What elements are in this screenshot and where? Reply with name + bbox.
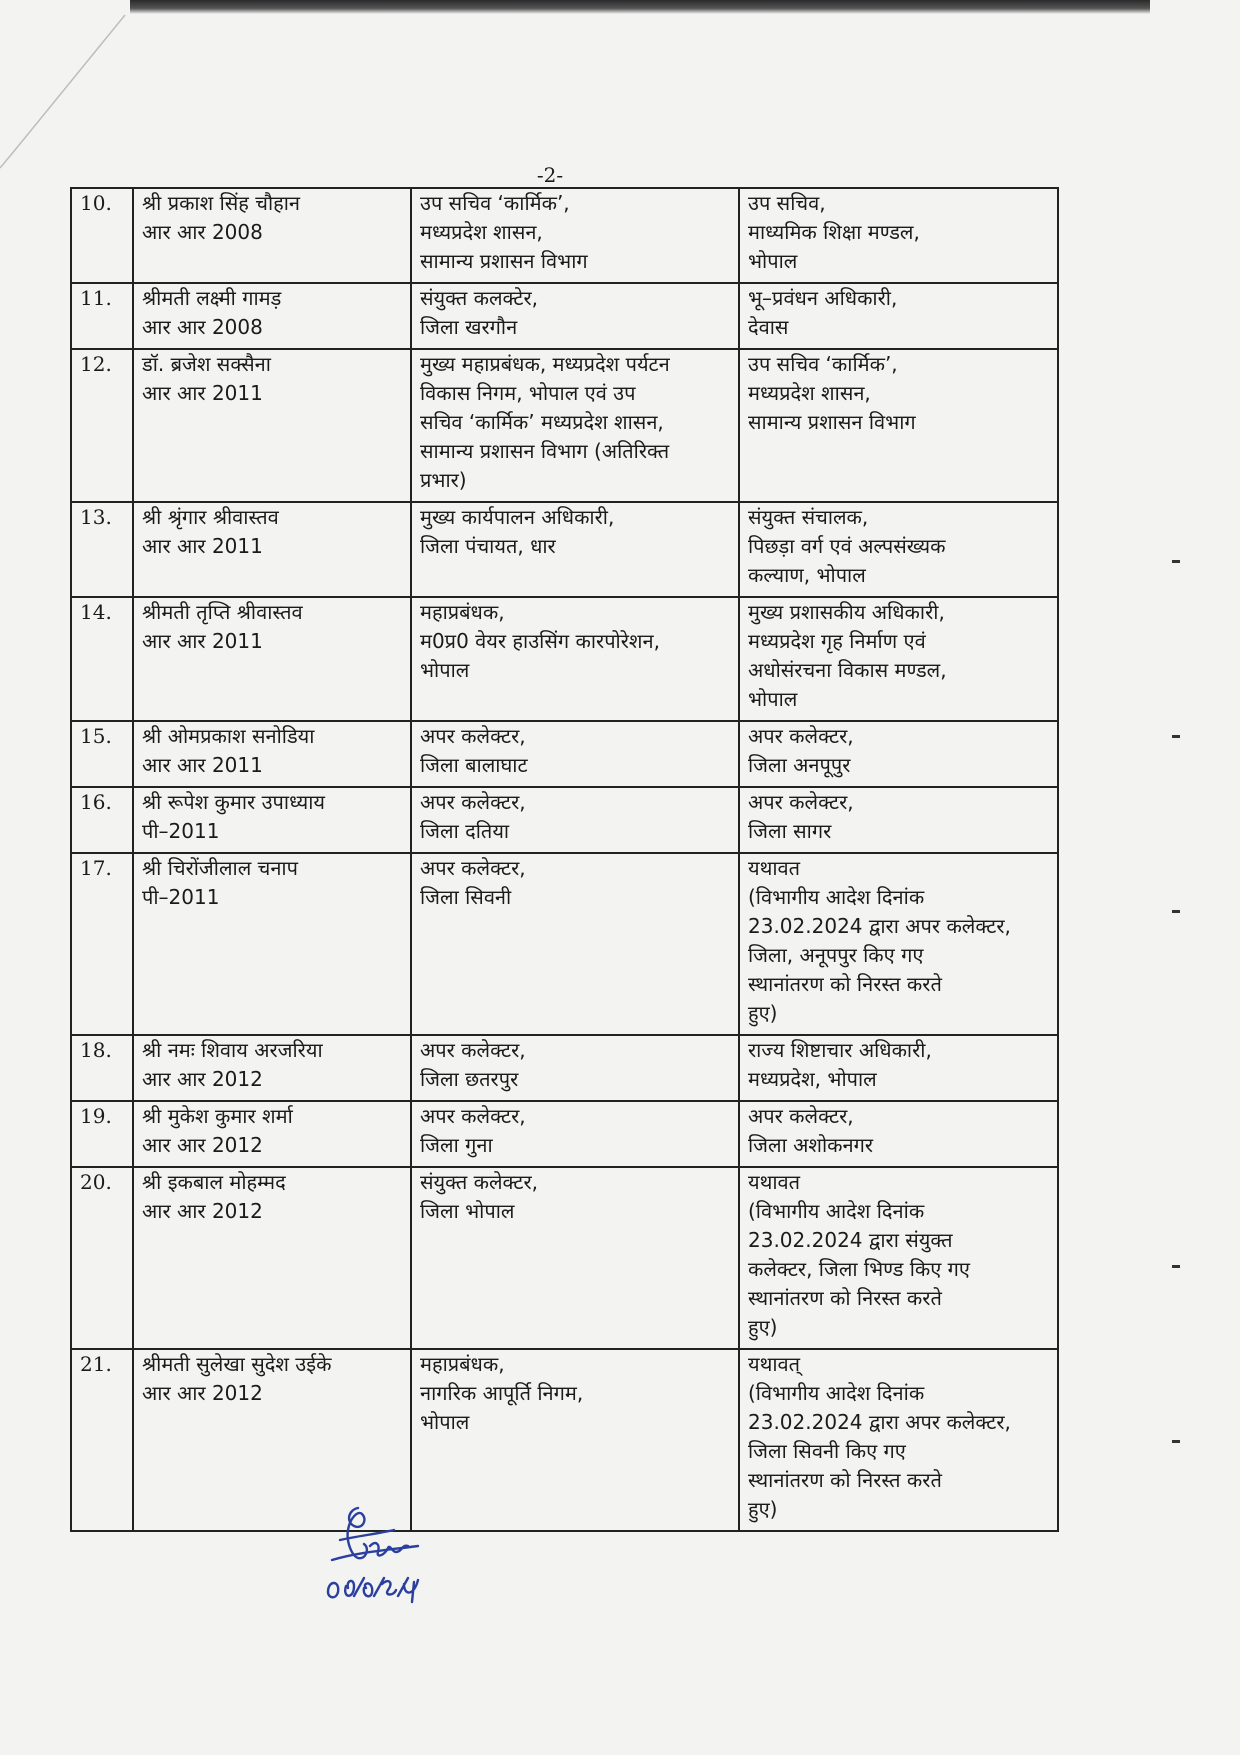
new-posting-line: (विभागीय आदेश दिनांक [748,1199,925,1223]
table-row [71,597,1058,721]
table-row [71,188,1058,283]
current-posting-line: अपर कलेक्टर, [420,1104,526,1128]
new-posting-line: 23.02.2024 द्वारा अपर कलेक्टर, [748,914,1011,938]
officer-batch: आर आर 2012 [142,1199,263,1223]
officer-batch: आर आर 2011 [142,534,263,558]
current-posting-cell [411,502,739,597]
table-row [71,787,1058,853]
current-posting-line: सामान्य प्रशासन विभाग (अतिरिक्त [420,439,670,463]
transfer-table [70,187,1059,1532]
current-posting-line: अपर कलेक्टर, [420,790,526,814]
new-posting-cell [739,1035,1058,1101]
new-posting-line: 23.02.2024 द्वारा अपर कलेक्टर, [748,1410,1011,1434]
serial-number: 15. [71,721,133,787]
officer-batch: आर आर 2011 [142,629,263,653]
officer-cell [133,502,411,597]
new-posting-line: स्थानांतरण को निरस्त करते [748,972,942,996]
officer-name: श्रीमती तृप्ति श्रीवास्तव [142,600,303,624]
officer-batch: आर आर 2012 [142,1067,263,1091]
new-posting-cell [739,597,1058,721]
current-posting-line: भोपाल [420,658,470,682]
new-posting-line: (विभागीय आदेश दिनांक [748,885,925,909]
table-row [71,349,1058,502]
new-posting-line: मध्यप्रदेश गृह निर्माण एवं [748,629,926,653]
serial-number: 13. [71,502,133,597]
new-posting-line: अपर कलेक्टर, [748,724,854,748]
current-posting-cell [411,1349,739,1531]
serial-number: 18. [71,1035,133,1101]
new-posting-line: भोपाल [748,687,798,711]
new-posting-cell [739,502,1058,597]
table-row [71,721,1058,787]
current-posting-line: अपर कलेक्टर, [420,1038,526,1062]
serial-number: 19. [71,1101,133,1167]
current-posting-line: जिला खरगौन [420,315,518,339]
scan-margin-mark [1172,560,1180,563]
new-posting-line: माध्यमिक शिक्षा मण्डल, [748,220,920,244]
current-posting-line: मुख्य महाप्रबंधक, मध्यप्रदेश पर्यटन [420,352,670,376]
current-posting-cell [411,787,739,853]
current-posting-cell [411,853,739,1035]
serial-number: 14. [71,597,133,721]
officer-cell [133,1167,411,1349]
officer-name: श्रीमती सुलेखा सुदेश उईके [142,1352,332,1376]
current-posting-line: म0प्र0 वेयर हाउसिंग कारपोरेशन, [420,629,660,653]
current-posting-line: जिला छतरपुर [420,1067,519,1091]
officer-batch: आर आर 2012 [142,1133,263,1157]
new-posting-line: यथावत [748,856,801,880]
serial-number: 21. [71,1349,133,1531]
serial-number: 10. [71,188,133,283]
new-posting-line: उप सचिव, [748,191,826,215]
new-posting-line: हुए) [748,1315,778,1339]
officer-batch: आर आर 2011 [142,381,263,405]
new-posting-line: यथावत [748,1170,801,1194]
officer-batch: आर आर 2008 [142,220,263,244]
officer-cell [133,721,411,787]
current-posting-line: मुख्य कार्यपालन अधिकारी, [420,505,615,529]
current-posting-line: सचिव ‘कार्मिक’ मध्यप्रदेश शासन, [420,410,664,434]
new-posting-line: जिला अशोकनगर [748,1133,874,1157]
new-posting-line: संयुक्त संचालक, [748,505,869,529]
current-posting-cell [411,1101,739,1167]
new-posting-cell [739,1349,1058,1531]
current-posting-line: सामान्य प्रशासन विभाग [420,249,588,273]
officer-cell [133,597,411,721]
table-row [71,853,1058,1035]
new-posting-line: भू–प्रवंधन अधिकारी, [748,286,898,310]
new-posting-line: जिला सिवनी किए गए [748,1439,906,1463]
new-posting-cell [739,787,1058,853]
officer-name: श्री नमः शिवाय अरजरिया [142,1038,323,1062]
current-posting-line: मध्यप्रदेश शासन, [420,220,543,244]
officer-cell [133,853,411,1035]
current-posting-line: जिला भोपाल [420,1199,515,1223]
handwritten-signature [318,1500,448,1610]
current-posting-line: अपर कलेक्टर, [420,724,526,748]
officer-batch: आर आर 2012 [142,1381,263,1405]
table-row [71,1349,1058,1531]
current-posting-line: जिला बालाघाट [420,753,528,777]
current-posting-line: महाप्रबंधक, [420,600,505,624]
officer-cell [133,787,411,853]
officer-batch: पी–2011 [142,885,220,909]
scan-margin-mark [1172,1265,1180,1268]
officer-name: डॉ. ब्रजेश सक्सैना [142,352,271,376]
new-posting-line: स्थानांतरण को निरस्त करते [748,1286,942,1310]
scan-margin-mark [1172,910,1180,913]
officer-cell [133,1101,411,1167]
serial-number: 17. [71,853,133,1035]
scan-margin-mark [1172,1440,1180,1443]
officer-name: श्री मुकेश कुमार शर्मा [142,1104,293,1128]
officer-batch: आर आर 2008 [142,315,263,339]
current-posting-line: विकास निगम, भोपाल एवं उप [420,381,636,405]
table-row [71,502,1058,597]
new-posting-line: जिला अनपूपुर [748,753,851,777]
new-posting-line: हुए) [748,1001,778,1025]
current-posting-line: अपर कलेक्टर, [420,856,526,880]
officer-cell [133,283,411,349]
page-number: -2- [536,163,564,187]
current-posting-line: जिला गुना [420,1133,493,1157]
new-posting-cell [739,1101,1058,1167]
current-posting-cell [411,188,739,283]
new-posting-line: पिछड़ा वर्ग एवं अल्पसंख्यक [748,534,946,558]
officer-batch: आर आर 2011 [142,753,263,777]
new-posting-line: स्थानांतरण को निरस्त करते [748,1468,942,1492]
new-posting-line: हुए) [748,1497,778,1521]
new-posting-cell [739,188,1058,283]
current-posting-line: उप सचिव ‘कार्मिक’, [420,191,570,215]
new-posting-line: मध्यप्रदेश शासन, [748,381,871,405]
current-posting-line: जिला दतिया [420,819,510,843]
new-posting-line: अधोसंरचना विकास मण्डल, [748,658,947,682]
scan-top-edge [130,0,1150,14]
new-posting-line: राज्य शिष्टाचार अधिकारी, [748,1038,932,1062]
table-body [71,188,1058,1531]
officer-cell [133,1035,411,1101]
new-posting-cell [739,283,1058,349]
table-row [71,283,1058,349]
current-posting-cell [411,1167,739,1349]
officer-name: श्री इकबाल मोहम्मद [142,1170,286,1194]
new-posting-cell [739,853,1058,1035]
current-posting-cell [411,283,739,349]
current-posting-line: जिला पंचायत, धार [420,534,556,558]
new-posting-cell [739,721,1058,787]
officer-batch: पी–2011 [142,819,220,843]
new-posting-line: मध्यप्रदेश, भोपाल [748,1067,877,1091]
new-posting-line: कलेक्टर, जिला भिण्ड किए गए [748,1257,970,1281]
officer-name: श्री प्रकाश सिंह चौहान [142,191,301,215]
new-posting-line: (विभागीय आदेश दिनांक [748,1381,925,1405]
new-posting-line: यथावत् [748,1352,801,1376]
current-posting-line: संयुक्त कलक्टेर, [420,286,539,310]
current-posting-cell [411,597,739,721]
new-posting-line: देवास [748,315,789,339]
table-row [71,1167,1058,1349]
officer-name: श्री ओमप्रकाश सनोडिया [142,724,315,748]
officer-name: श्री श्रृंगार श्रीवास्तव [142,505,279,529]
new-posting-line: भोपाल [748,249,798,273]
current-posting-cell [411,1035,739,1101]
new-posting-line: अपर कलेक्टर, [748,1104,854,1128]
current-posting-line: महाप्रबंधक, [420,1352,505,1376]
scan-margin-mark [1172,735,1180,738]
officer-cell [133,349,411,502]
officer-name: श्री चिरोंजीलाल चनाप [142,856,298,880]
table-row [71,1101,1058,1167]
new-posting-line: उप सचिव ‘कार्मिक’, [748,352,898,376]
serial-number: 12. [71,349,133,502]
new-posting-line: जिला, अनूपपुर किए गए [748,943,924,967]
officer-cell [133,188,411,283]
serial-number: 16. [71,787,133,853]
current-posting-line: संयुक्त कलेक्टर, [420,1170,539,1194]
new-posting-line: मुख्य प्रशासकीय अधिकारी, [748,600,945,624]
serial-number: 11. [71,283,133,349]
current-posting-cell [411,721,739,787]
new-posting-line: अपर कलेक्टर, [748,790,854,814]
current-posting-line: नागरिक आपूर्ति निगम, [420,1381,584,1405]
officer-name: श्रीमती लक्ष्मी गामड़ [142,286,282,310]
current-posting-line: भोपाल [420,1410,470,1434]
new-posting-line: कल्याण, भोपाल [748,563,866,587]
new-posting-line: सामान्य प्रशासन विभाग [748,410,916,434]
serial-number: 20. [71,1167,133,1349]
current-posting-line: प्रभार) [420,468,467,492]
new-posting-cell [739,1167,1058,1349]
new-posting-line: जिला सागर [748,819,832,843]
table-row [71,1035,1058,1101]
current-posting-line: जिला सिवनी [420,885,512,909]
new-posting-line: 23.02.2024 द्वारा संयुक्त [748,1228,953,1252]
current-posting-cell [411,349,739,502]
officer-name: श्री रूपेश कुमार उपाध्याय [142,790,325,814]
new-posting-cell [739,349,1058,502]
